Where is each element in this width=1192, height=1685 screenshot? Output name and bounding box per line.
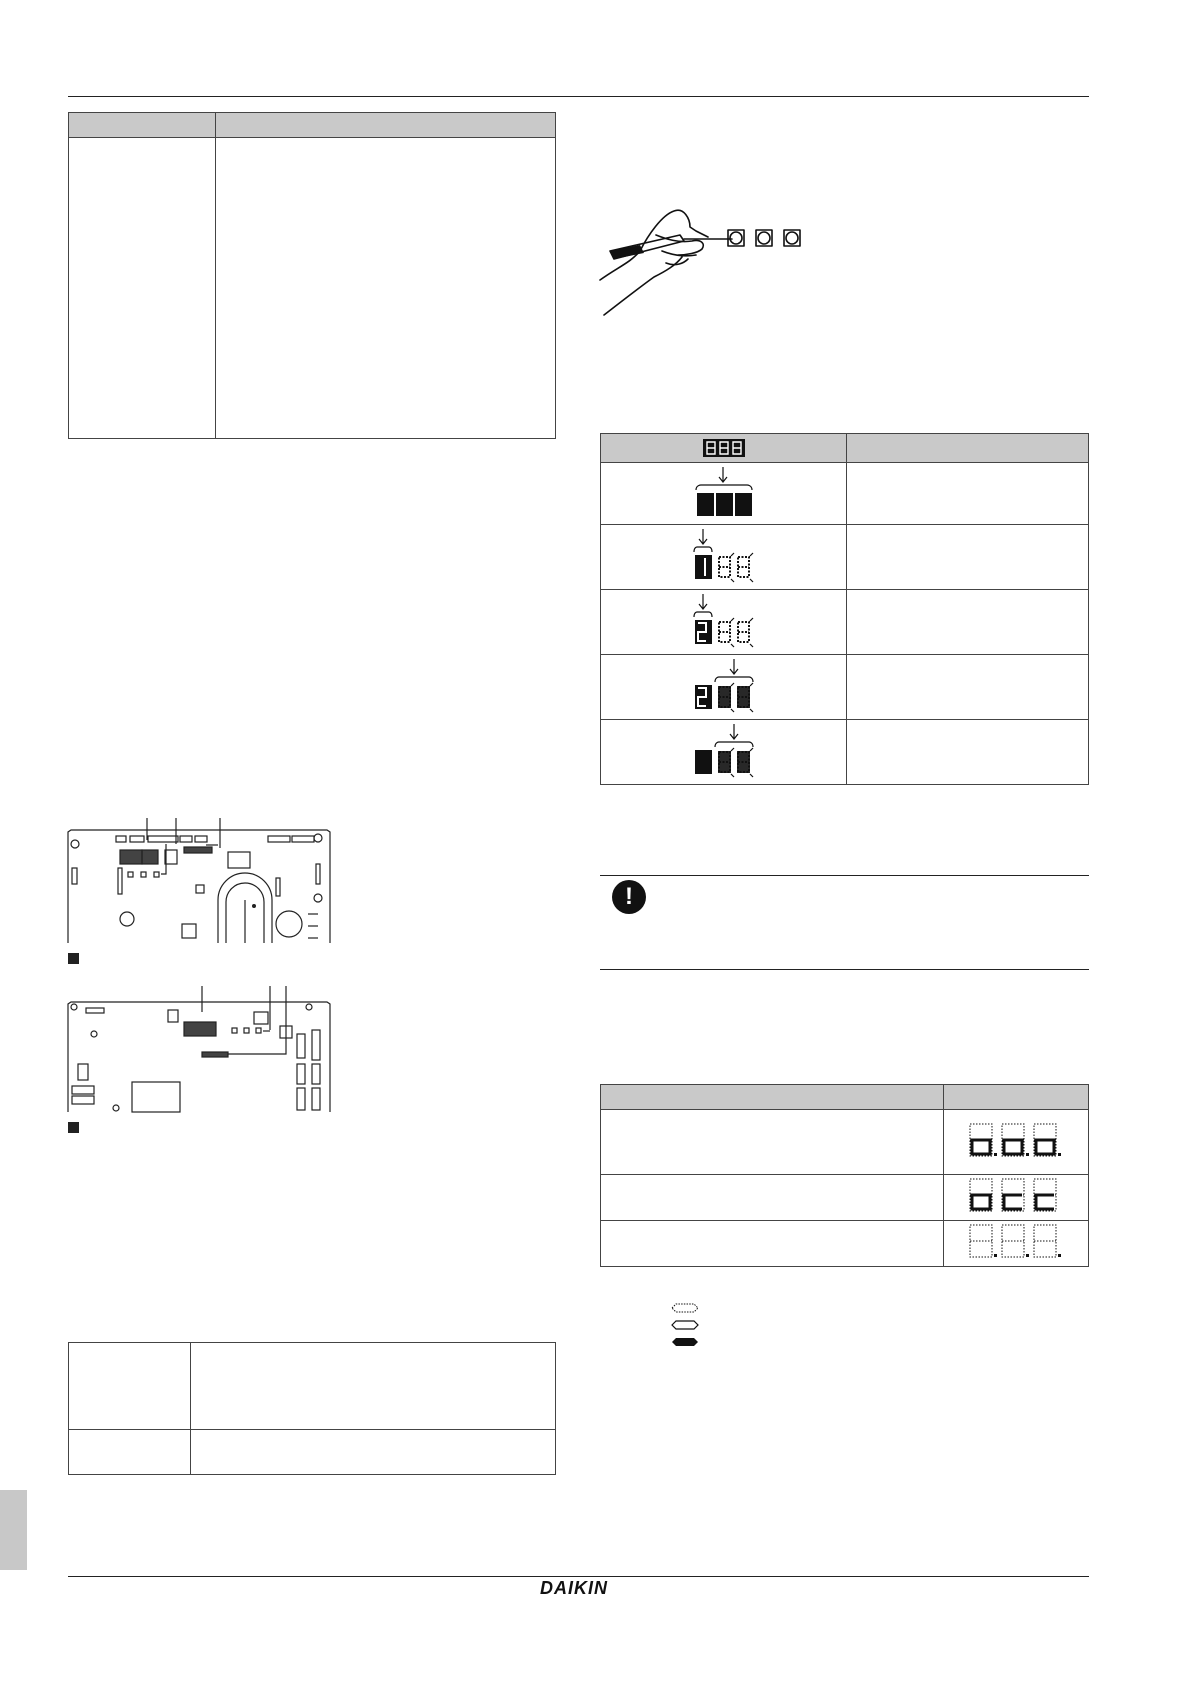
segment-state-row-2-display bbox=[944, 1175, 1089, 1221]
notice-rule-top bbox=[600, 875, 1089, 876]
seven-segment-display-icon bbox=[703, 439, 745, 457]
chapter-side-tab bbox=[0, 1490, 27, 1570]
display-pattern-row-2-desc bbox=[847, 525, 1089, 590]
display-pattern-row-1-display bbox=[601, 463, 847, 525]
segment-off-icon bbox=[672, 1304, 698, 1312]
display-digits-2-3-blinking bbox=[691, 657, 757, 713]
info-table-top-header-2 bbox=[216, 113, 556, 138]
info-table-bottom-cell-3 bbox=[69, 1430, 191, 1475]
pcb-diagram-2 bbox=[68, 986, 330, 1112]
info-table-top bbox=[68, 112, 556, 439]
segment-state-row-1-display bbox=[944, 1110, 1089, 1175]
display-pattern-header-2 bbox=[847, 434, 1089, 463]
display-digit-2-blinking bbox=[691, 592, 757, 648]
info-table-top-header-1 bbox=[69, 113, 216, 138]
info-table-bottom-cell-1 bbox=[69, 1343, 191, 1430]
display-pattern-row-5-desc bbox=[847, 720, 1089, 785]
display-o-c-c bbox=[966, 1175, 1066, 1215]
display-pattern-table bbox=[600, 433, 1089, 785]
display-digits-2-3-blinking-alt bbox=[691, 722, 757, 778]
pcb-diagram-1 bbox=[68, 818, 330, 943]
segment-state-header-1 bbox=[601, 1085, 944, 1110]
segment-on-icon bbox=[672, 1321, 698, 1329]
display-o-o-o-blinking bbox=[966, 1120, 1066, 1160]
footer-rule bbox=[68, 1576, 1089, 1577]
notice-rule-bottom bbox=[600, 969, 1089, 970]
segment-state-row-2-desc bbox=[601, 1175, 944, 1221]
segment-legend bbox=[668, 1302, 702, 1348]
display-pattern-row-4-display bbox=[601, 655, 847, 720]
display-pattern-row-5-display bbox=[601, 720, 847, 785]
display-pattern-header-1 bbox=[601, 434, 847, 463]
segment-state-row-3-desc bbox=[601, 1221, 944, 1267]
info-table-bottom bbox=[68, 1342, 556, 1475]
image-flag-icon bbox=[68, 1122, 79, 1133]
display-pattern-row-4-desc bbox=[847, 655, 1089, 720]
display-all-off bbox=[966, 1221, 1066, 1261]
daikin-logo: DAIKIN bbox=[540, 1578, 608, 1598]
segment-state-row-1-desc bbox=[601, 1110, 944, 1175]
hand-pressing-button-illustration bbox=[600, 205, 805, 317]
header-rule bbox=[68, 96, 1089, 97]
segment-state-table bbox=[600, 1084, 1089, 1267]
display-digit-1-blinking bbox=[691, 527, 757, 583]
info-table-top-cell-1 bbox=[69, 138, 216, 439]
info-table-bottom-cell-2 bbox=[191, 1343, 556, 1430]
segment-state-row-3-display bbox=[944, 1221, 1089, 1267]
notice-exclamation-icon: ! bbox=[612, 880, 646, 914]
segment-blinking-icon bbox=[672, 1338, 698, 1346]
image-flag-icon bbox=[68, 953, 79, 964]
info-table-bottom-cell-4 bbox=[191, 1430, 556, 1475]
display-pattern-row-1-desc bbox=[847, 463, 1089, 525]
display-pattern-row-3-display bbox=[601, 590, 847, 655]
info-table-top-cell-2 bbox=[216, 138, 556, 439]
segment-state-header-2 bbox=[944, 1085, 1089, 1110]
display-all-segments-on bbox=[693, 465, 755, 517]
display-pattern-row-3-desc bbox=[847, 590, 1089, 655]
display-pattern-row-2-display bbox=[601, 525, 847, 590]
